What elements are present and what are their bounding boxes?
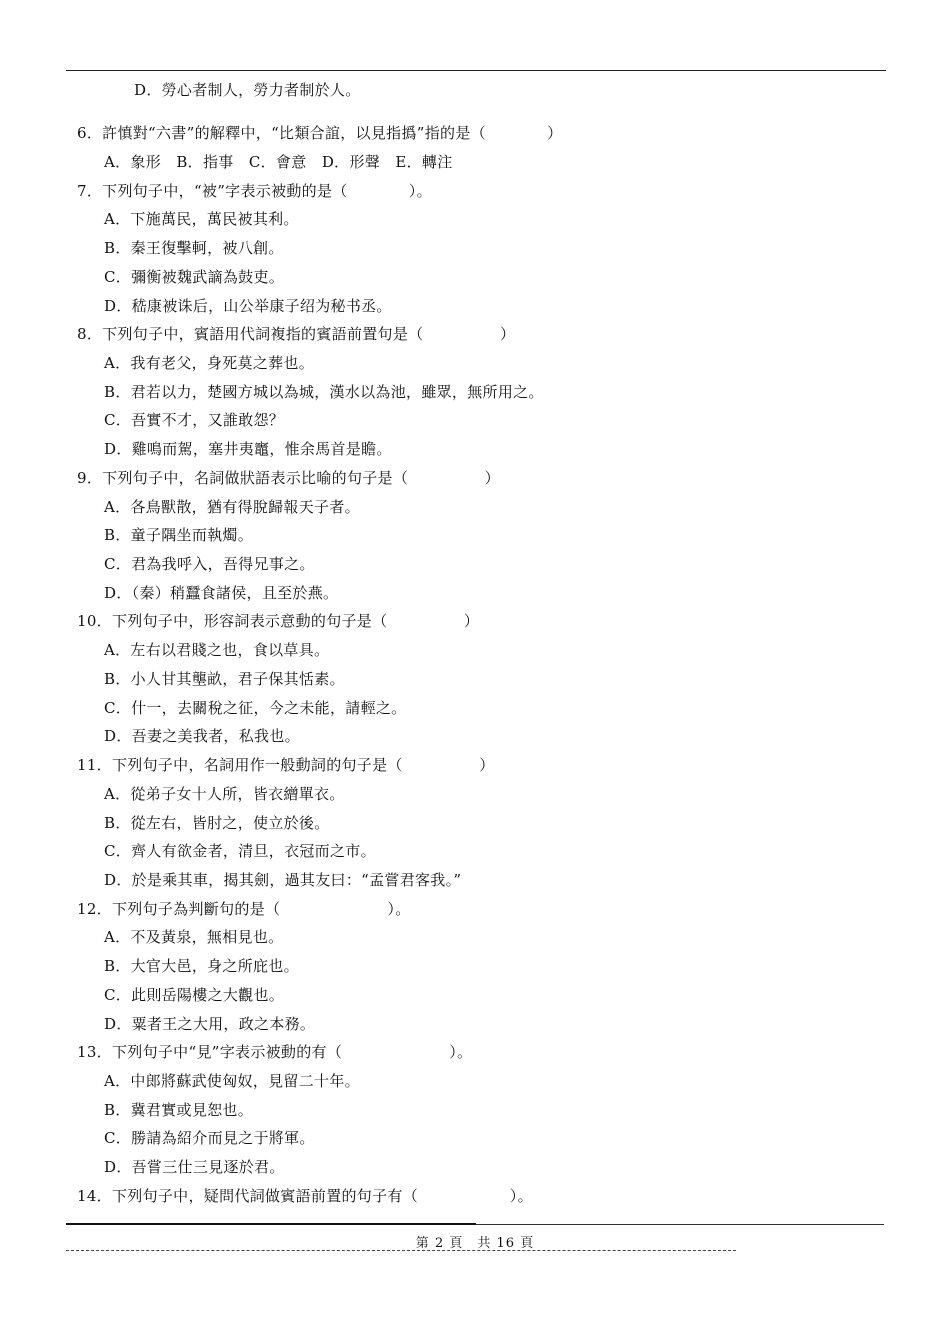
question-10: 10．下列句子中，形容詞表示意動的句子是（ ） [77,612,480,630]
question-11-option-c: C．齊人有欲金者，清旦，衣冠而之市。 [104,842,376,860]
header-rule [66,70,886,71]
question-8: 8．下列句子中，賓語用代詞複指的賓語前置句是（ ） [77,325,516,343]
footer-dashed-rule [66,1250,736,1251]
question-13-option-b: B．冀君實或見恕也。 [104,1101,254,1119]
question-8-option-d: D．雞鳴而駕，塞井夷竈，惟余馬首是瞻。 [104,440,392,458]
question-9-option-c: C．君為我呼入，吾得兄事之。 [104,555,315,573]
question-14: 14．下列句子中，疑問代詞做賓語前置的句子有（ ）。 [77,1187,533,1205]
footer-middle: 頁 共 [449,1236,492,1251]
question-9-option-d: D．（秦）稍蠶食諸侯，且至於燕。 [104,584,339,602]
question-7-option-c: C．彌衡被魏武謫為鼓吏。 [104,268,285,286]
question-12-option-a: A．不及黃泉，無相見也。 [104,928,284,946]
question-8-option-a: A．我有老父，身死莫之葬也。 [104,354,315,372]
question-8-option-b: B．君若以力，楚國方城以為城，漢水以為池，雖眾，無所用之。 [104,383,544,401]
footer-rule-thin [476,1224,884,1225]
question-7-option-b: B．秦王復擊軻，被八創。 [104,239,284,257]
question-9-option-a: A．各鳥獸散，猶有得脫歸報天子者。 [104,498,360,516]
question-8-option-c: C．吾實不才，又誰敢怨？ [104,411,285,429]
question-11-option-d: D．於是乘其車，揭其劍，過其友曰：“孟嘗君客我。” [104,871,462,889]
question-12-option-b: B．大官大邑，身之所庇也。 [104,957,299,975]
option-5d: D．勞心者制人，勞力者制於人。 [134,81,361,99]
footer-prefix: 第 [415,1236,430,1251]
question-10-option-c: C．什一，去關稅之征，今之未能，請輕之。 [104,699,407,717]
question-10-option-b: B．小人甘其壟畝，君子保其恬素。 [104,670,345,688]
question-12: 12．下列句子為判斷句的是（ ）。 [77,900,411,918]
question-12-option-d: D．粟者王之大用，政之本務。 [104,1015,316,1033]
question-6: 6．許慎對“六書”的解釋中，“比類合誼，以見指撝”指的是（ ） [77,124,563,142]
question-13: 13．下列句子中“見”字表示被動的有（ ）。 [77,1043,473,1061]
question-7: 7．下列句子中，“被”字表示被動的是（ ）。 [77,182,432,200]
question-10-option-a: A．左右以君賤之也，食以草具。 [104,641,330,659]
footer-rule-thick [66,1223,476,1225]
footer-suffix: 頁 [520,1236,535,1251]
question-9-option-b: B．童子隅坐而執燭。 [104,526,254,544]
question-10-option-d: D．吾妻之美我者，私我也。 [104,727,300,745]
question-7-option-a: A．下施萬民，萬民被其利。 [104,210,299,228]
question-11-option-b: B．從左右，皆肘之，使立於後。 [104,814,330,832]
footer-total-pages: 16 [496,1236,516,1251]
question-13-option-d: D．吾嘗三仕三見逐於君。 [104,1158,285,1176]
question-13-option-a: A．中郎將蘇武使匈奴，見留二十年。 [104,1072,360,1090]
question-6-options: A．象形 B．指事 C．會意 D．形聲 E．轉注 [104,153,453,171]
question-11: 11．下列句子中，名詞用作一般動詞的句子是（ ） [77,756,495,774]
question-13-option-c: C．勝請為紹介而見之于將軍。 [104,1129,315,1147]
question-12-option-c: C．此則岳陽樓之大觀也。 [104,986,285,1004]
question-11-option-a: A．從弟子女十人所，皆衣繒單衣。 [104,785,345,803]
question-7-option-d: D．嵇康被诛后，山公举康子绍为秘书丞。 [104,297,392,315]
footer-page-number: 2 [434,1236,445,1251]
question-9: 9．下列句子中，名詞做狀語表示比喻的句子是（ ） [77,469,500,487]
